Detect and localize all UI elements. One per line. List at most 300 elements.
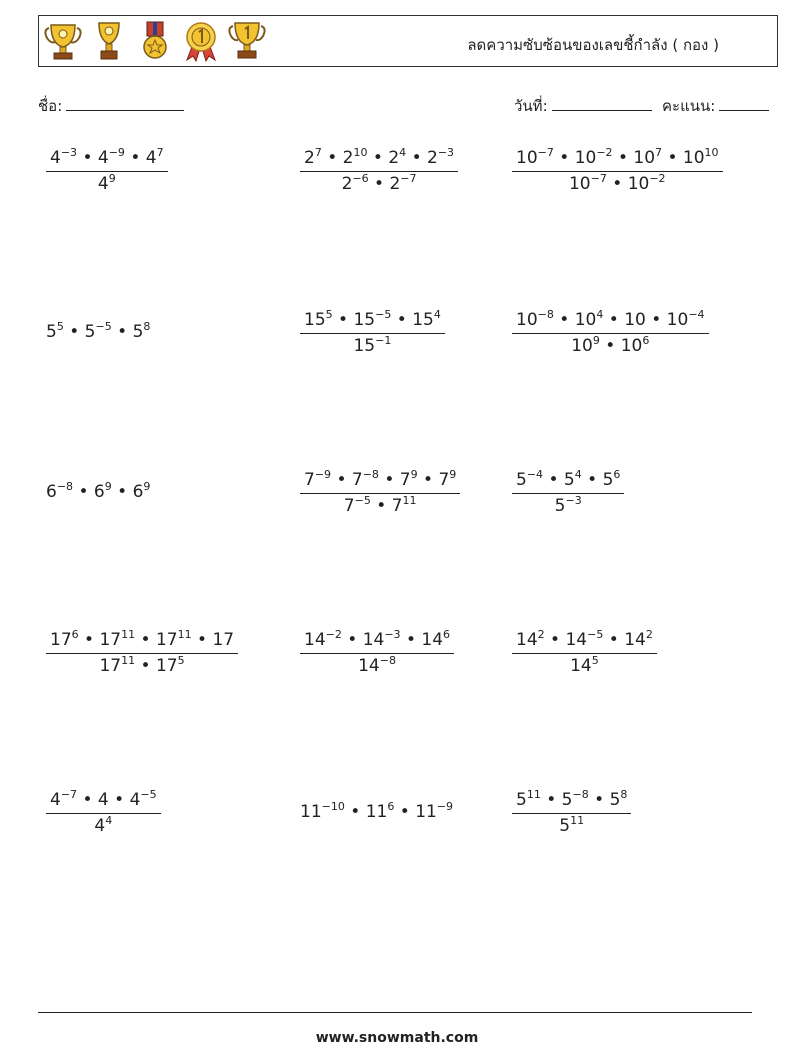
power-base: 11 — [415, 802, 437, 822]
power-term — [667, 310, 705, 330]
multiply-dot: • — [391, 310, 413, 330]
power-base: 15 — [353, 336, 376, 356]
name-label: ชื่อ: — [38, 97, 63, 115]
power-term — [366, 802, 395, 822]
power-exponent: −9 — [436, 800, 454, 813]
multiply-dot: • — [341, 630, 363, 650]
exponent-problem — [300, 802, 453, 822]
power-base: 5 — [84, 322, 96, 342]
power-term — [344, 496, 371, 516]
power-base: 5 — [132, 322, 144, 342]
power-term — [427, 148, 454, 168]
multiply-dot: • — [370, 496, 392, 516]
power-exponent: −3 — [60, 146, 78, 159]
multiply-dot: • — [612, 148, 634, 168]
power-base: 4 — [97, 174, 109, 194]
numerator — [300, 630, 454, 654]
power-term — [99, 656, 135, 676]
power-exponent: −3 — [437, 146, 455, 159]
exponent-problem — [46, 148, 168, 194]
power-base: 7 — [351, 470, 363, 490]
power-base: 17 — [99, 630, 122, 650]
power-term — [516, 470, 543, 490]
power-base: 14 — [358, 656, 380, 676]
power-exponent: 6 — [387, 800, 395, 813]
multiply-dot: • — [331, 470, 352, 490]
denominator — [46, 172, 168, 194]
multiply-dot: • — [124, 148, 146, 168]
power-base: 5 — [561, 790, 573, 810]
power-term — [304, 470, 331, 490]
exponent-problem — [46, 790, 161, 836]
exponent-problem — [300, 470, 460, 516]
numerator — [46, 790, 161, 814]
denominator — [300, 494, 460, 516]
power-base: 14 — [421, 630, 444, 650]
power-exponent: −5 — [95, 320, 112, 333]
denominator — [300, 334, 445, 356]
power-term — [621, 336, 650, 356]
power-exponent: −3 — [384, 628, 401, 641]
power-base: 10 — [627, 174, 650, 194]
power-base: 14 — [304, 630, 326, 650]
power-exponent: −5 — [587, 628, 604, 641]
multiply-dot: • — [135, 656, 156, 676]
power-exponent: −7 — [590, 172, 607, 185]
multiply-dot: • — [191, 630, 213, 650]
power-exponent: 11 — [121, 654, 136, 667]
power-base: 11 — [300, 802, 322, 822]
fraction — [46, 630, 238, 676]
fraction — [300, 630, 454, 676]
multiply-dot: • — [108, 790, 130, 810]
power-exponent: −7 — [60, 788, 78, 801]
power-exponent: 4 — [105, 814, 113, 827]
multiply-dot: • — [321, 148, 343, 168]
multiply-dot: • — [63, 322, 85, 342]
exponent-problem — [512, 470, 624, 516]
power-base: 14 — [570, 656, 592, 676]
power-term — [130, 790, 157, 810]
power-term — [624, 310, 646, 330]
power-term — [575, 148, 613, 168]
power-base: 5 — [602, 470, 614, 490]
power-exponent: 8 — [143, 320, 151, 333]
power-exponent: 9 — [104, 480, 112, 493]
power-exponent: 9 — [449, 468, 457, 481]
power-exponent: 5 — [325, 308, 333, 321]
power-exponent: −4 — [688, 308, 705, 321]
power-term — [50, 148, 77, 168]
power-term — [304, 148, 322, 168]
power-base: 4 — [145, 148, 157, 168]
multiply-dot: • — [394, 802, 416, 822]
power-exponent: 11 — [402, 494, 417, 507]
multiply-dot: • — [77, 148, 98, 168]
power-term — [516, 148, 554, 168]
power-term — [98, 148, 125, 168]
exponent-problem — [46, 482, 150, 502]
multiply-dot: • — [603, 630, 625, 650]
power-base: 5 — [609, 790, 621, 810]
power-base: 5 — [516, 790, 527, 810]
name-field[interactable] — [38, 94, 184, 118]
power-term — [46, 322, 64, 342]
power-term — [683, 148, 719, 168]
power-term — [156, 630, 192, 650]
power-base: 7 — [438, 470, 450, 490]
multiply-dot: • — [540, 790, 562, 810]
power-term — [564, 470, 582, 490]
power-term — [603, 470, 621, 490]
power-exponent: −8 — [572, 788, 589, 801]
power-base: 10 — [516, 310, 538, 330]
power-base: 17 — [155, 630, 178, 650]
power-exponent: 10 — [353, 146, 368, 159]
multiply-dot: • — [367, 148, 389, 168]
power-exponent: −2 — [596, 146, 613, 159]
power-exponent: 5 — [56, 320, 64, 333]
power-term — [304, 310, 333, 330]
power-term — [516, 630, 545, 650]
power-base: 2 — [389, 174, 401, 194]
power-base: 4 — [50, 790, 61, 810]
power-exponent: 4 — [596, 308, 604, 321]
date-field[interactable] — [514, 94, 652, 118]
power-base: 10 — [666, 310, 689, 330]
power-base: 15 — [353, 310, 376, 330]
power-exponent: −9 — [108, 146, 125, 159]
worksheet-header — [38, 15, 778, 67]
power-term — [565, 630, 603, 650]
exponent-problem — [46, 322, 150, 342]
power-term — [392, 496, 417, 516]
numerator — [46, 148, 168, 172]
multiply-dot: • — [543, 470, 564, 490]
power-base: 10 — [620, 336, 643, 356]
power-base: 7 — [399, 470, 411, 490]
number-one-trophy-icon — [227, 20, 267, 62]
star-medal-icon — [135, 20, 175, 62]
power-base: 11 — [365, 802, 388, 822]
power-exponent: 7 — [655, 146, 663, 159]
power-term — [575, 310, 604, 330]
denominator — [300, 172, 458, 194]
denominator — [512, 334, 709, 356]
power-exponent: 11 — [121, 628, 136, 641]
power-base: 5 — [516, 470, 527, 490]
exponent-problem — [300, 310, 445, 356]
multiply-dot: • — [417, 470, 439, 490]
power-exponent: −8 — [362, 468, 379, 481]
power-exponent: −7 — [400, 172, 417, 185]
power-exponent: −2 — [649, 172, 666, 185]
multiply-dot: • — [378, 470, 400, 490]
power-base: 17 — [212, 630, 235, 650]
power-exponent: 11 — [570, 814, 585, 827]
power-term — [555, 496, 582, 516]
power-base: 17 — [155, 656, 178, 676]
power-term — [415, 802, 453, 822]
fraction — [512, 148, 723, 194]
multiply-dot: • — [662, 148, 683, 168]
power-term — [99, 630, 135, 650]
power-base: 2 — [341, 174, 353, 194]
power-term — [559, 816, 584, 836]
power-term — [571, 336, 600, 356]
power-base: 2 — [388, 148, 400, 168]
multiply-dot: • — [588, 790, 610, 810]
power-term — [342, 174, 369, 194]
power-exponent: 7 — [156, 146, 164, 159]
multiply-dot: • — [368, 174, 390, 194]
power-exponent: 9 — [143, 480, 151, 493]
power-base: 5 — [554, 496, 566, 516]
numerator — [512, 470, 624, 494]
power-exponent: 6 — [642, 334, 650, 347]
multiply-dot: • — [400, 630, 422, 650]
footer-website: www.snowmath.com — [315, 1030, 479, 1046]
multiply-dot: • — [111, 482, 133, 502]
multiply-dot: • — [77, 790, 98, 810]
power-term — [353, 336, 391, 356]
numerator — [300, 148, 458, 172]
power-base: 14 — [516, 630, 538, 650]
power-term — [94, 816, 112, 836]
power-exponent: 4 — [433, 308, 441, 321]
multiply-dot: • — [135, 630, 156, 650]
power-base: 15 — [412, 310, 434, 330]
power-term — [358, 656, 396, 676]
multiply-dot: • — [553, 148, 575, 168]
denominator — [512, 494, 624, 516]
denominator — [512, 654, 657, 676]
exponent-problem — [512, 310, 709, 356]
trophy-cup-icon — [43, 20, 83, 62]
power-term — [50, 790, 77, 810]
power-exponent: 5 — [591, 654, 599, 667]
power-base: 5 — [559, 816, 571, 836]
power-base: 4 — [97, 148, 109, 168]
power-base: 17 — [50, 630, 72, 650]
exponent-problem — [512, 630, 657, 676]
power-base: 7 — [304, 470, 315, 490]
power-term — [133, 322, 151, 342]
power-exponent: −6 — [352, 172, 369, 185]
power-base: 10 — [624, 310, 646, 330]
exponent-problem — [46, 630, 238, 676]
power-exponent: 5 — [177, 654, 185, 667]
denominator — [46, 814, 161, 836]
power-base: 7 — [391, 496, 403, 516]
power-base: 10 — [571, 336, 593, 356]
score-label: คะแนน: — [662, 97, 716, 115]
numerator — [512, 310, 709, 334]
power-base: 6 — [132, 482, 144, 502]
multiply-dot: • — [544, 630, 566, 650]
power-term — [562, 790, 589, 810]
worksheet-title: ลดความซับซ้อนของเลขชี้กำลัง ( กอง ) — [467, 36, 719, 54]
power-base: 15 — [304, 310, 326, 330]
power-base: 5 — [46, 322, 57, 342]
multiply-dot: • — [332, 310, 354, 330]
multiply-dot: • — [603, 310, 625, 330]
multiply-dot: • — [581, 470, 603, 490]
power-term — [353, 310, 391, 330]
power-exponent: −7 — [537, 146, 554, 159]
power-term — [438, 470, 456, 490]
power-term — [212, 630, 234, 650]
power-exponent: −5 — [375, 308, 392, 321]
power-term — [146, 148, 164, 168]
award-icons — [43, 20, 267, 62]
power-exponent: 10 — [704, 146, 719, 159]
fraction — [300, 148, 458, 194]
power-base: 2 — [304, 148, 315, 168]
footer-divider — [38, 1012, 752, 1013]
exponent-problem — [512, 790, 631, 836]
power-term — [85, 322, 112, 342]
power-base: 10 — [633, 148, 656, 168]
power-exponent: 8 — [620, 788, 628, 801]
power-exponent: 7 — [314, 146, 322, 159]
power-term — [389, 174, 416, 194]
power-base: 4 — [129, 790, 141, 810]
power-exponent: −2 — [325, 628, 342, 641]
numerator — [512, 148, 723, 172]
power-exponent: −8 — [379, 654, 396, 667]
exponent-problem — [300, 148, 458, 194]
denominator — [46, 654, 238, 676]
power-base: 4 — [97, 790, 109, 810]
score-field[interactable] — [662, 94, 769, 118]
fraction — [512, 470, 624, 516]
exponent-problem — [512, 148, 723, 194]
power-term — [516, 790, 541, 810]
power-base: 7 — [343, 496, 355, 516]
denominator — [300, 654, 454, 676]
power-term — [304, 630, 342, 650]
multiply-dot: • — [599, 336, 621, 356]
power-base: 14 — [565, 630, 588, 650]
power-base: 17 — [99, 656, 122, 676]
fraction — [46, 790, 161, 836]
rosette-medal-icon — [181, 20, 221, 62]
power-exponent: 11 — [177, 628, 192, 641]
power-exponent: 9 — [592, 334, 600, 347]
power-term — [412, 310, 441, 330]
power-term — [569, 174, 607, 194]
power-exponent: 9 — [410, 468, 418, 481]
power-base: 6 — [46, 482, 57, 502]
power-term — [98, 790, 109, 810]
multiply-dot: • — [78, 630, 100, 650]
numerator — [300, 310, 445, 334]
power-base: 14 — [362, 630, 385, 650]
multiply-dot: • — [344, 802, 366, 822]
power-term — [46, 482, 73, 502]
power-term — [633, 148, 662, 168]
power-base: 4 — [94, 816, 106, 836]
power-base: 10 — [568, 174, 591, 194]
numerator — [512, 790, 631, 814]
multiply-dot: • — [606, 174, 628, 194]
multiply-dot: • — [553, 310, 575, 330]
power-term — [400, 470, 418, 490]
exponent-problem — [300, 630, 454, 676]
power-exponent: 4 — [574, 468, 582, 481]
power-term — [388, 148, 406, 168]
power-term — [363, 630, 401, 650]
power-exponent: −9 — [314, 468, 332, 481]
power-exponent: −10 — [321, 800, 345, 813]
denominator — [512, 814, 631, 836]
multiply-dot: • — [406, 148, 428, 168]
power-base: 6 — [93, 482, 105, 502]
power-term — [50, 630, 79, 650]
numerator — [300, 470, 460, 494]
power-base: 2 — [342, 148, 354, 168]
power-exponent: 6 — [443, 628, 451, 641]
power-base: 10 — [574, 310, 597, 330]
fraction — [512, 630, 657, 676]
power-term — [94, 482, 112, 502]
power-exponent: 2 — [645, 628, 653, 641]
power-base: 10 — [574, 148, 597, 168]
date-label: วันที่: — [514, 97, 548, 115]
numerator — [46, 630, 238, 654]
power-exponent: −8 — [56, 480, 74, 493]
power-exponent: −4 — [526, 468, 544, 481]
fraction — [300, 470, 460, 516]
denominator — [512, 172, 723, 194]
power-exponent: 6 — [71, 628, 79, 641]
fraction — [512, 790, 631, 836]
fraction — [512, 310, 709, 356]
power-exponent: −5 — [140, 788, 157, 801]
power-term — [343, 148, 368, 168]
power-exponent: 4 — [399, 146, 407, 159]
power-term — [516, 310, 554, 330]
power-term — [300, 802, 345, 822]
power-term — [421, 630, 450, 650]
power-exponent: 2 — [537, 628, 545, 641]
power-base: 2 — [427, 148, 438, 168]
power-term — [156, 656, 185, 676]
multiply-dot: • — [111, 322, 133, 342]
power-term — [98, 174, 116, 194]
multiply-dot: • — [645, 310, 667, 330]
power-base: 14 — [624, 630, 646, 650]
name-blank[interactable] — [66, 96, 184, 111]
power-term — [610, 790, 628, 810]
date-blank[interactable] — [552, 96, 652, 111]
score-blank[interactable] — [719, 96, 769, 111]
power-exponent: −3 — [565, 494, 582, 507]
power-term — [352, 470, 379, 490]
numerator — [512, 630, 657, 654]
goblet-trophy-icon — [89, 20, 129, 62]
power-exponent: −8 — [537, 308, 554, 321]
power-exponent: 6 — [613, 468, 621, 481]
power-term — [628, 174, 666, 194]
power-base: 10 — [516, 148, 538, 168]
power-exponent: 11 — [526, 788, 541, 801]
power-exponent: −1 — [375, 334, 392, 347]
power-term — [133, 482, 151, 502]
power-base: 10 — [682, 148, 705, 168]
power-exponent: −5 — [354, 494, 371, 507]
